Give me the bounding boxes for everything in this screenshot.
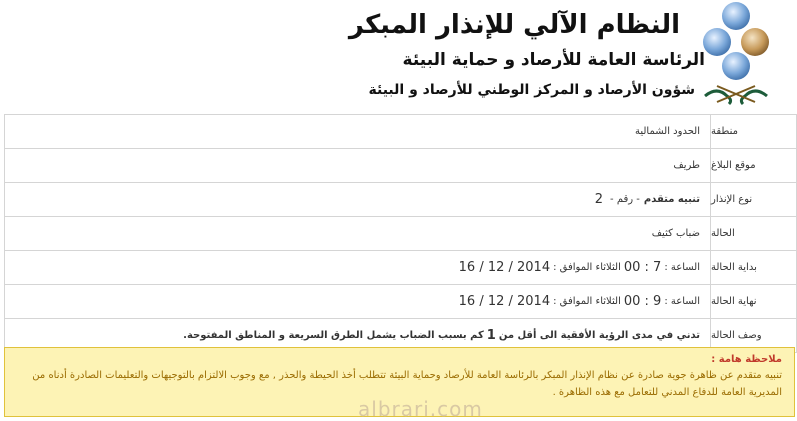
- end-value: [5, 285, 710, 318]
- description-label: وصف الحالة: [710, 319, 796, 352]
- end-label: نهاية الحالة: [710, 285, 796, 318]
- status-label: الحالة: [710, 217, 796, 250]
- location-value: طريف: [673, 160, 700, 171]
- start-date: 16 / 12 / 2014: [458, 260, 551, 275]
- page-title: النظام الآلي للإنذار المبكر: [348, 10, 680, 40]
- description-number: 1: [486, 328, 496, 343]
- page-subtitle-secondary: شؤون الأرصاد و المركز الوطني للأرصاد و البيئة: [368, 82, 695, 98]
- warning-type-label: نوع الإنذار: [710, 183, 796, 216]
- end-time-prefix: الساعة :: [664, 296, 700, 307]
- region-value: الحدود الشمالية: [635, 126, 700, 137]
- start-label: بداية الحالة: [710, 251, 796, 284]
- table-row: [4, 216, 797, 250]
- warning-type-prefix: تنبيه متقدم: [643, 194, 700, 205]
- end-day: الثلاثاء الموافق :: [553, 296, 621, 307]
- start-time-prefix: الساعة :: [664, 262, 700, 273]
- table-row: [4, 148, 797, 182]
- header-titles: [348, 8, 705, 100]
- note-body: تنبيه متقدم عن ظاهرة جوية صادرة عن نظام الإنذار المبكر بالرئاسة العامة للأرصاد وحماية البيئة تتطلب أخذ الحيطة والحذر , مع وجوب الالتزام بالتوجيهات والتعليمات الصادرة أدناه من المديرية العامة للدفاع المدني للتعامل مع هذه الظاهرة .: [32, 370, 782, 398]
- warning-details-table: [4, 114, 797, 353]
- warning-type-value: [5, 183, 710, 216]
- description-part2: كم بسبب الضباب يشمل الطرق السريعة و المناطق المفتوحة.: [183, 330, 484, 341]
- watermark: albrari.com: [358, 397, 483, 421]
- status-value: ضباب كثيف: [651, 228, 700, 239]
- warning-type-suffix: - رقم -: [610, 194, 640, 205]
- table-row: [4, 182, 797, 216]
- header: [0, 0, 797, 112]
- table-row: [4, 250, 797, 284]
- table-row: [4, 114, 797, 148]
- start-value: [5, 251, 710, 284]
- start-time: 00 : 7: [623, 260, 662, 275]
- page-subtitle: الرئاسة العامة للأرصاد و حماية البيئة: [402, 50, 705, 70]
- note-title: ملاحظة هامة :: [711, 354, 782, 365]
- start-day: الثلاثاء الموافق :: [553, 262, 621, 273]
- description-part1: تدني في مدى الرؤية الأفقية الى أقل من: [498, 330, 700, 341]
- table-row: [4, 284, 797, 318]
- region-label: منطقة: [710, 115, 796, 148]
- location-label: موقع البلاغ: [710, 149, 796, 182]
- warning-type-number: 2: [594, 192, 604, 207]
- logo-emblem-icon: [697, 0, 775, 110]
- end-date: 16 / 12 / 2014: [458, 294, 551, 309]
- end-time: 00 : 9: [623, 294, 662, 309]
